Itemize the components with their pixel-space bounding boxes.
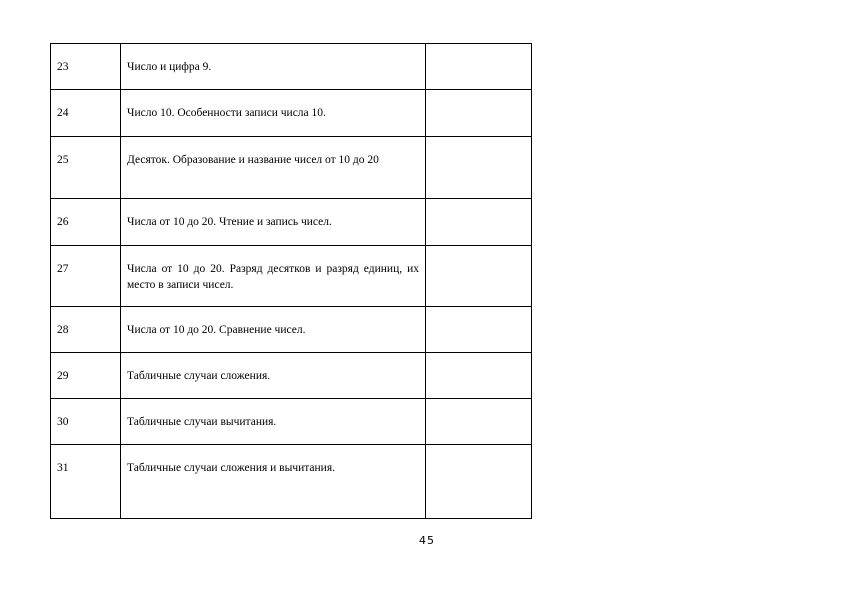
- lesson-number: 26: [51, 199, 121, 246]
- lesson-number: 25: [51, 137, 121, 199]
- empty-cell: [426, 399, 532, 445]
- table-row: [51, 399, 532, 445]
- empty-cell: [426, 137, 532, 199]
- empty-cell: [426, 44, 532, 90]
- table-row: [51, 307, 532, 353]
- table-row: [51, 90, 532, 137]
- lesson-topic: Числа от 10 до 20. Чтение и запись чисел.: [121, 199, 426, 246]
- empty-cell: [426, 307, 532, 353]
- lesson-number: 23: [51, 44, 121, 90]
- lesson-number: 28: [51, 307, 121, 353]
- empty-cell: [426, 246, 532, 307]
- lesson-topic: Десяток. Образование и название чисел от 10 до 20: [121, 137, 426, 199]
- lesson-plan-table: [50, 43, 532, 519]
- empty-cell: [426, 445, 532, 519]
- lesson-topic: Табличные случаи вычитания.: [121, 399, 426, 445]
- lesson-topic: Числа от 10 до 20. Разряд десятков и разряд единиц, их место в записи чисел.: [121, 246, 426, 307]
- table-body: [51, 44, 532, 519]
- lesson-number: 27: [51, 246, 121, 307]
- lesson-number: 24: [51, 90, 121, 137]
- table-row: [51, 246, 532, 307]
- lesson-number: 29: [51, 353, 121, 399]
- lesson-number: 31: [51, 445, 121, 519]
- table-row: [51, 199, 532, 246]
- lesson-topic: Число 10. Особенности записи числа 10.: [121, 90, 426, 137]
- empty-cell: [426, 353, 532, 399]
- table-row: [51, 445, 532, 519]
- table-row: [51, 44, 532, 90]
- page-number: 45: [419, 534, 435, 547]
- lesson-number: 30: [51, 399, 121, 445]
- empty-cell: [426, 199, 532, 246]
- table-row: [51, 353, 532, 399]
- lesson-topic: Табличные случаи сложения.: [121, 353, 426, 399]
- table-row: [51, 137, 532, 199]
- lesson-topic: Табличные случаи сложения и вычитания.: [121, 445, 426, 519]
- lesson-topic: Число и цифра 9.: [121, 44, 426, 90]
- lesson-topic: Числа от 10 до 20. Сравнение чисел.: [121, 307, 426, 353]
- empty-cell: [426, 90, 532, 137]
